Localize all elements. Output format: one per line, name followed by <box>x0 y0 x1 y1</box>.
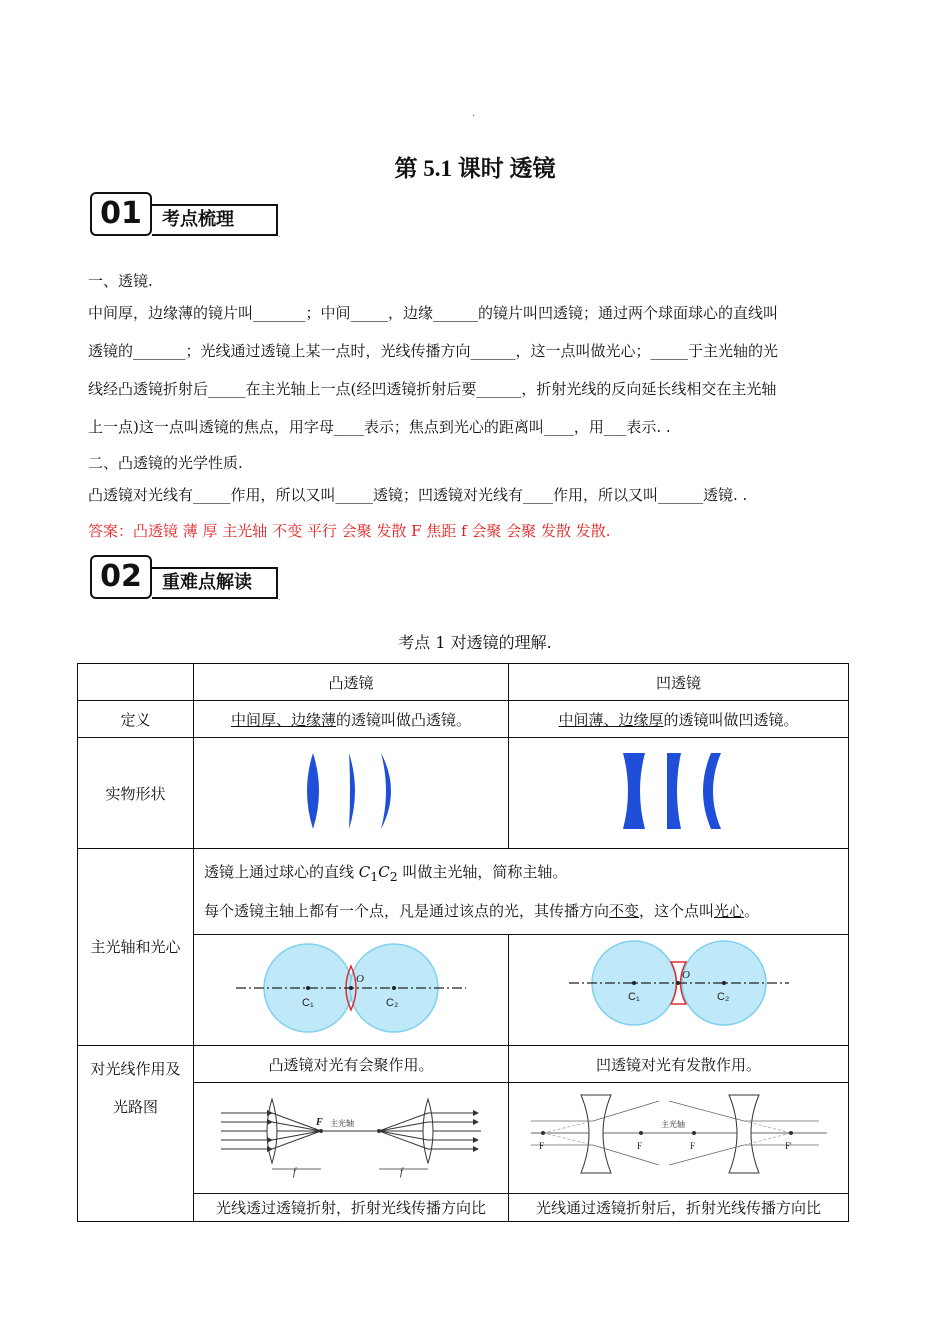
definition-concave <box>509 701 849 738</box>
part2-line: 凸透镜对光线有_____作用，所以又叫_____透镜；凹透镜对光线有____作用，所以又叫______透镜. . <box>88 486 748 504</box>
center-c2 <box>722 981 726 985</box>
optical-center <box>676 981 680 985</box>
last-convex: 光线透过透镜折射，折射光线传播方向比 <box>194 1194 509 1222</box>
focus-point <box>789 1131 793 1135</box>
center-c2 <box>392 986 396 990</box>
ray <box>379 1122 428 1131</box>
definition-convex <box>194 701 509 738</box>
ray <box>272 1131 321 1149</box>
light-convex: 凸透镜对光有会聚作用。 <box>194 1046 509 1083</box>
convex-lens-left <box>267 1099 277 1163</box>
last-concave: 光线通过透镜折射后，折射光线传播方向比 <box>509 1194 849 1222</box>
part1-heading: 一、透镜. <box>88 272 153 290</box>
focus-point <box>639 1131 643 1135</box>
label-c2: C₂ <box>386 997 399 1009</box>
label-f: F <box>316 1117 323 1128</box>
section-number: 01 <box>90 192 152 236</box>
axis-line-2: 每个透镜主轴上都有一个点，凡是通过该点的光，其传播方向不变，这个点叫光心。 <box>204 902 760 920</box>
ray <box>379 1131 428 1149</box>
part1-line-1: 中间厚，边缘薄的镜片叫_______；中间_____，边缘______的镜片叫凹透镜；通过两个球面球心的直线叫 <box>88 304 779 322</box>
focus-point <box>319 1129 323 1133</box>
concave-lens-left <box>581 1095 611 1173</box>
part1-line-3: 线经凸透镜折射后_____在主光轴上一点(经凹透镜折射后要______，折射光线的反向延长线相交在主光轴 <box>88 380 777 398</box>
concave-lens-double <box>623 753 645 829</box>
center-c1 <box>632 981 636 985</box>
axis-line-1: 透镜上通过球心的直线 $C_1C_2$ 叫做主光轴，简称主轴。 <box>204 863 568 884</box>
part2-heading: 二、凸透镜的光学性质. <box>88 454 243 472</box>
label-f: F <box>689 1141 695 1151</box>
label-f: F <box>636 1141 642 1151</box>
ray <box>272 1131 321 1140</box>
def-convex-underlined: 中间厚、边缘薄 <box>230 710 336 729</box>
concave-axis-diagram <box>564 938 794 1038</box>
label-f: F <box>538 1141 544 1151</box>
section-label: 考点梳理 <box>152 204 278 236</box>
ray <box>379 1131 428 1140</box>
label-axis: 主光轴 <box>330 1119 354 1128</box>
convex-axis-diagram <box>226 938 476 1038</box>
axis-description <box>194 849 849 935</box>
col-header-concave: 凹透镜 <box>509 664 849 701</box>
page-title: 第 5.1 课时 透镜 <box>394 156 556 181</box>
optical-center <box>349 986 353 990</box>
focus-point <box>692 1131 696 1135</box>
section-mark: . <box>278 230 281 239</box>
concave-lens-plano <box>667 753 681 829</box>
label-o: O <box>681 969 690 981</box>
concave-ray-diagram-cell <box>509 1083 849 1194</box>
convex-lens-plano <box>349 753 355 829</box>
convex-shapes-cell <box>194 738 509 849</box>
label-f-lower: f <box>293 1167 296 1178</box>
focus-point <box>541 1131 545 1135</box>
convex-lens-shapes <box>291 750 411 832</box>
section-number: 02 <box>90 555 152 599</box>
concave-axis-diagram-cell <box>509 935 849 1046</box>
part1-line-2: 透镜的_______；光线通过透镜上某一点时，光线传播方向______，这一点叫做光心；_____于主光轴的光 <box>88 342 779 360</box>
section-label: 重难点解读 <box>152 567 278 599</box>
focus-point <box>377 1129 381 1133</box>
ray <box>272 1113 321 1131</box>
label-f-lower: f <box>400 1167 403 1178</box>
def-concave-rest: 的透镜叫做凹透镜。 <box>663 710 799 729</box>
convex-lens-right <box>423 1099 433 1163</box>
label-c2: C₂ <box>716 991 729 1003</box>
part1-line-4: 上一点)这一点叫透镜的焦点，用字母____表示；焦点到光心的距离叫____，用___表示. . <box>88 418 671 436</box>
ray-extension <box>543 1121 593 1133</box>
row-label-shape: 实物形状 <box>78 738 194 849</box>
convex-ray-diagram <box>216 1091 486 1181</box>
row-label-axis: 主光轴和光心 <box>78 849 194 1046</box>
concave-shapes-cell <box>509 738 849 849</box>
row-label-light: 对光线作用及光路图 <box>78 1046 194 1222</box>
ray-extension <box>543 1133 593 1145</box>
light-concave: 凹透镜对光有发散作用。 <box>509 1046 849 1083</box>
section-mark: . <box>278 593 281 602</box>
convex-lens-double <box>307 753 319 829</box>
concave-lens-right <box>729 1095 759 1173</box>
label-o: O <box>356 973 364 985</box>
label-axis: 主光轴 <box>660 1120 685 1129</box>
label-c1: C₁ <box>302 997 314 1009</box>
row-label-definition: 定义 <box>78 701 194 738</box>
center-c1 <box>306 986 310 990</box>
ray <box>272 1122 321 1131</box>
lens-table <box>77 663 849 1222</box>
convex-ray-diagram-cell <box>194 1083 509 1194</box>
label-f-prime: F' <box>784 1141 792 1151</box>
convex-lens-meniscus <box>381 753 391 829</box>
col-header-convex: 凸透镜 <box>194 664 509 701</box>
page-dot: . <box>472 108 476 119</box>
concave-ray-diagram <box>529 1091 829 1181</box>
label-c1: C₁ <box>627 991 640 1003</box>
concave-lens-shapes <box>619 750 739 832</box>
def-convex-rest: 的透镜叫做凸透镜。 <box>336 710 472 729</box>
ray <box>379 1113 428 1131</box>
convex-axis-diagram-cell <box>194 935 509 1046</box>
concave-lens-meniscus <box>703 753 721 829</box>
answer-text: 答案：凸透镜 薄 厚 主光轴 不变 平行 会聚 发散 F 焦距 f 会聚 会聚 发散 发散. <box>88 522 611 540</box>
table-caption: 考点 1 对透镜的理解. <box>398 633 552 652</box>
header-empty-cell <box>78 664 194 701</box>
def-concave-underlined: 中间薄、边缘厚 <box>558 710 664 729</box>
